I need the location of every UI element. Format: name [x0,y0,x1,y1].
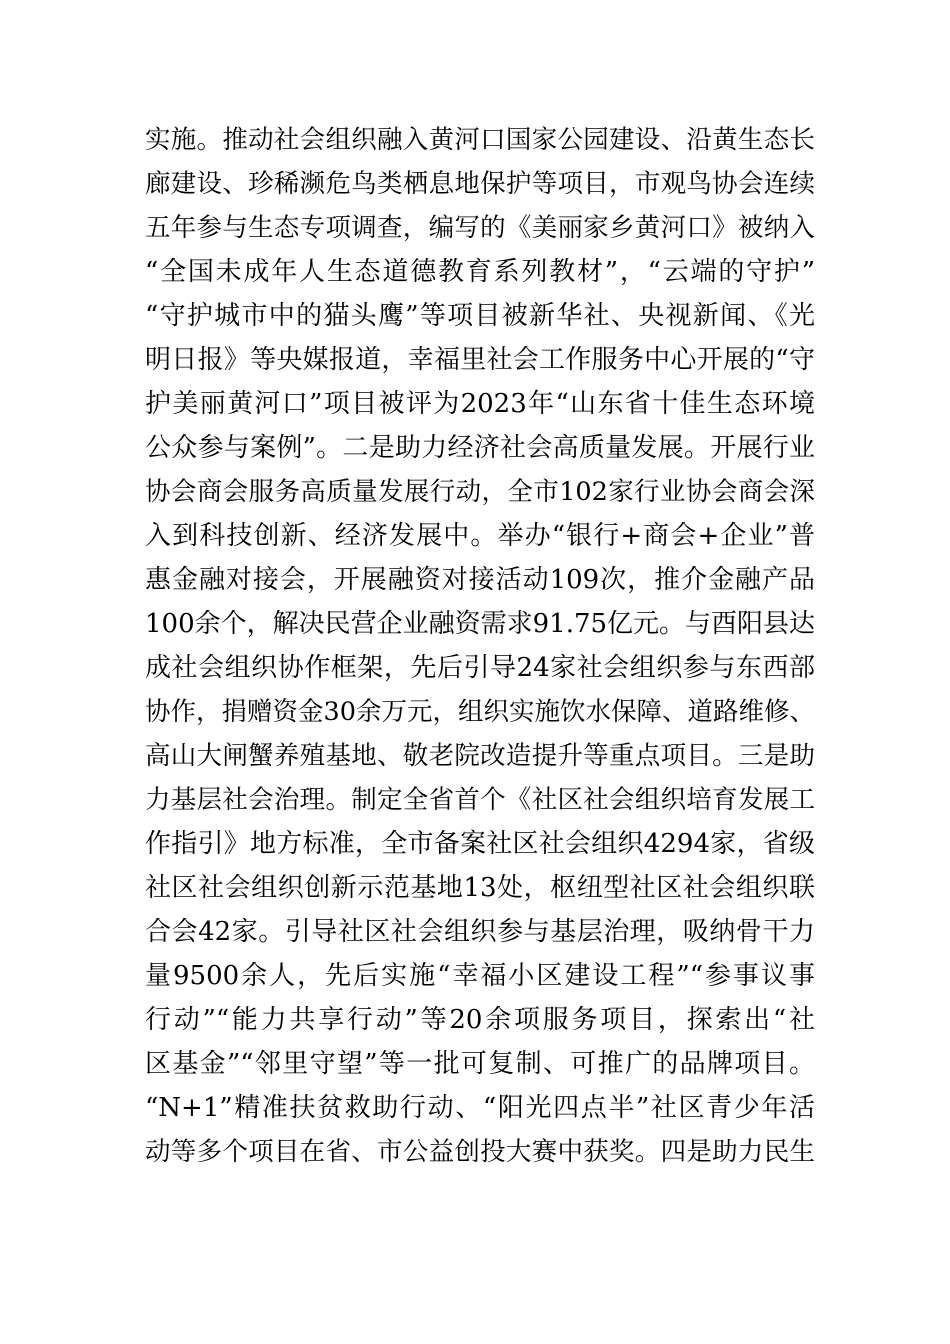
text-line: “N+1”精准扶贫救助行动、“阳光四点半”社区青少年活 [145,1093,815,1123]
text-line: 入到科技创新、经济发展中。举办“银行+商会+企业”普 [145,521,815,551]
text-line: 量9500余人，先后实施“幸福小区建设工程”“参事议事 [145,961,815,991]
text-line: 行动”“能力共享行动”等20余项服务项目，探索出“社 [145,1005,815,1035]
text-line: “守护城市中的猫头鹰”等项目被新华社、央视新闻、《光 [145,301,815,331]
text-line: 明日报》等央媒报道，幸福里社会工作服务中心开展的“守 [145,345,815,375]
text-line: 惠金融对接会，开展融资对接活动109次，推介金融产品 [145,565,815,595]
text-line: 力基层社会治理。制定全省首个《社区社会组织培育发展工 [145,785,815,815]
text-line: 协会商会服务高质量发展行动，全市102家行业协会商会深 [145,477,815,507]
text-line: 廊建设、珍稀濒危鸟类栖息地保护等项目，市观鸟协会连续 [145,169,815,199]
text-line: 动等多个项目在省、市公益创投大赛中获奖。四是助力民生 [145,1137,815,1167]
body-paragraph [145,118,815,1174]
text-line: 合会42家。引导社区社会组织参与基层治理，吸纳骨干力 [145,917,815,947]
text-line: 作指引》地方标准，全市备案社区社会组织4294家，省级 [145,829,815,859]
text-line: 社区社会组织创新示范基地13处，枢纽型社区社会组织联 [145,873,815,903]
text-line: 协作，捐赠资金30余万元，组织实施饮水保障、道路维修、 [145,697,815,727]
text-line: 实施。推动社会组织融入黄河口国家公园建设、沿黄生态长 [145,125,815,155]
text-line: “全国未成年人生态道德教育系列教材”，“云端的守护” [145,257,815,287]
text-line: 区基金”“邻里守望”等一批可复制、可推广的品牌项目。 [145,1049,815,1079]
text-line: 成社会组织协作框架，先后引导24家社会组织参与东西部 [145,653,815,683]
text-line: 高山大闸蟹养殖基地、敬老院改造提升等重点项目。三是助 [145,741,815,771]
text-line: 护美丽黄河口”项目被评为2023年“山东省十佳生态环境 [145,389,815,419]
text-line: 公众参与案例”。二是助力经济社会高质量发展。开展行业 [145,433,815,463]
text-line: 五年参与生态专项调查，编写的《美丽家乡黄河口》被纳入 [145,213,815,243]
text-line: 100余个，解决民营企业融资需求91.75亿元。与酉阳县达 [145,609,816,639]
